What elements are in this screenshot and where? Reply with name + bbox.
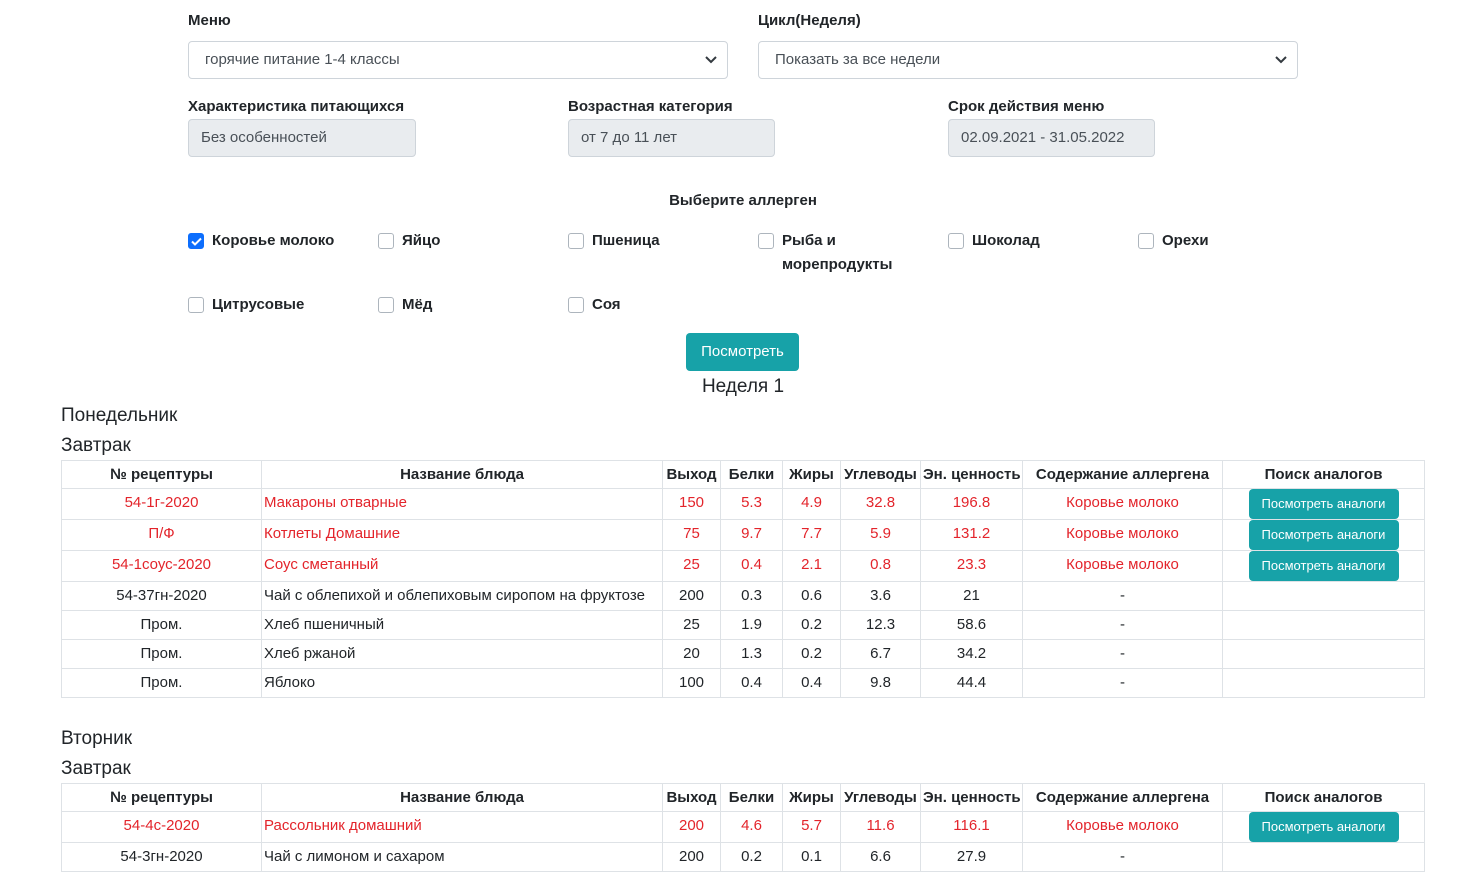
cell-code: 54-37гн-2020 bbox=[62, 582, 262, 611]
cell-c: 6.6 bbox=[841, 843, 921, 872]
cell-f: 0.2 bbox=[783, 640, 841, 669]
allergen-checkbox-egg[interactable] bbox=[378, 229, 440, 253]
cell-allergen: - bbox=[1023, 640, 1223, 669]
checkbox[interactable] bbox=[1138, 233, 1154, 249]
cell-out: 25 bbox=[663, 611, 721, 640]
allergen-label: Яйцо bbox=[402, 232, 441, 249]
table-row bbox=[62, 812, 1425, 843]
table-row bbox=[62, 489, 1425, 520]
cell-p: 0.4 bbox=[721, 551, 783, 582]
column-header: Углеводы bbox=[841, 461, 921, 489]
cell-e: 131.2 bbox=[921, 520, 1023, 551]
view-analogs-button[interactable]: Посмотреть аналоги bbox=[1249, 520, 1399, 550]
allergen-checkbox-wheat[interactable] bbox=[568, 229, 660, 253]
cell-code: 54-1соус-2020 bbox=[62, 551, 262, 582]
allergen-label: Соя bbox=[592, 296, 621, 313]
meal-title: Завтрак bbox=[61, 758, 131, 779]
chevron-down-icon bbox=[705, 55, 717, 65]
cell-e: 44.4 bbox=[921, 669, 1023, 698]
cycle-label: Цикл(Неделя) bbox=[758, 12, 861, 29]
checkbox[interactable] bbox=[188, 297, 204, 313]
cell-name: Макароны отварные bbox=[262, 489, 663, 520]
cell-c: 0.8 bbox=[841, 551, 921, 582]
allergen-label: Орехи bbox=[1162, 232, 1209, 249]
cell-actions bbox=[1223, 669, 1425, 698]
column-header: Белки bbox=[721, 784, 783, 812]
menu-label: Меню bbox=[188, 12, 231, 29]
cell-code: Пром. bbox=[62, 611, 262, 640]
cell-c: 5.9 bbox=[841, 520, 921, 551]
column-header: Эн. ценность bbox=[921, 461, 1023, 489]
cell-code: Пром. bbox=[62, 669, 262, 698]
cell-f: 2.1 bbox=[783, 551, 841, 582]
cell-c: 6.7 bbox=[841, 640, 921, 669]
allergen-label: Рыба и морепродукты bbox=[782, 232, 893, 273]
cell-allergen: Коровье молоко bbox=[1023, 489, 1223, 520]
cell-name: Чай с облепихой и облепиховым сиропом на фруктозе bbox=[262, 582, 663, 611]
cell-allergen: Коровье молоко bbox=[1023, 520, 1223, 551]
cell-f: 0.2 bbox=[783, 611, 841, 640]
cell-name: Соус сметанный bbox=[262, 551, 663, 582]
cell-out: 200 bbox=[663, 582, 721, 611]
cell-e: 34.2 bbox=[921, 640, 1023, 669]
column-header: Поиск аналогов bbox=[1223, 784, 1425, 812]
menu-select-value: горячие питание 1-4 классы bbox=[205, 51, 400, 68]
cell-out: 25 bbox=[663, 551, 721, 582]
cell-f: 0.6 bbox=[783, 582, 841, 611]
menu-table-monday bbox=[61, 460, 1425, 698]
cycle-select-value: Показать за все недели bbox=[775, 51, 941, 68]
cell-e: 23.3 bbox=[921, 551, 1023, 582]
view-analogs-button[interactable]: Посмотреть аналоги bbox=[1249, 489, 1399, 519]
table-body bbox=[62, 489, 1425, 698]
cell-code: 54-1г-2020 bbox=[62, 489, 262, 520]
column-header: Жиры bbox=[783, 461, 841, 489]
cell-actions bbox=[1223, 843, 1425, 872]
validity-label: Срок действия меню bbox=[948, 98, 1105, 115]
column-header: № рецептуры bbox=[62, 784, 262, 812]
cell-e: 116.1 bbox=[921, 812, 1023, 843]
cell-name: Чай с лимоном и сахаром bbox=[262, 843, 663, 872]
column-header: Жиры bbox=[783, 784, 841, 812]
chevron-down-icon bbox=[1275, 55, 1287, 65]
cell-p: 0.3 bbox=[721, 582, 783, 611]
column-header: Название блюда bbox=[262, 784, 663, 812]
table-row bbox=[62, 669, 1425, 698]
column-header: Выход bbox=[663, 461, 721, 489]
cell-c: 11.6 bbox=[841, 812, 921, 843]
cell-actions bbox=[1223, 812, 1425, 843]
cell-e: 58.6 bbox=[921, 611, 1023, 640]
allergen-title: Выберите аллерген bbox=[669, 192, 817, 209]
week-title: Неделя 1 bbox=[701, 376, 785, 397]
cell-allergen: - bbox=[1023, 611, 1223, 640]
allergen-checkbox-soy[interactable] bbox=[568, 293, 621, 317]
characteristic-label: Характеристика питающихся bbox=[188, 98, 405, 115]
allergen-label: Мёд bbox=[402, 296, 433, 313]
table-row bbox=[62, 582, 1425, 611]
cell-actions bbox=[1223, 640, 1425, 669]
validity-field: 02.09.2021 - 31.05.2022 bbox=[948, 119, 1155, 157]
allergen-checkbox-honey[interactable] bbox=[378, 293, 432, 317]
cell-f: 5.7 bbox=[783, 812, 841, 843]
allergen-checkbox-fish[interactable] bbox=[758, 229, 918, 277]
view-analogs-button[interactable]: Посмотреть аналоги bbox=[1249, 812, 1399, 842]
cell-allergen: - bbox=[1023, 582, 1223, 611]
cell-e: 21 bbox=[921, 582, 1023, 611]
cell-code: 54-3гн-2020 bbox=[62, 843, 262, 872]
cell-name: Котлеты Домашние bbox=[262, 520, 663, 551]
cell-allergen: Коровье молоко bbox=[1023, 812, 1223, 843]
table-header bbox=[62, 784, 1425, 812]
cell-p: 0.2 bbox=[721, 843, 783, 872]
cell-out: 200 bbox=[663, 843, 721, 872]
cell-name: Яблоко bbox=[262, 669, 663, 698]
cell-f: 4.9 bbox=[783, 489, 841, 520]
cell-out: 75 bbox=[663, 520, 721, 551]
cell-code: П/Ф bbox=[62, 520, 262, 551]
allergen-checkbox-chocolate[interactable] bbox=[948, 229, 1040, 253]
column-header: № рецептуры bbox=[62, 461, 262, 489]
column-header: Поиск аналогов bbox=[1223, 461, 1425, 489]
cell-p: 1.3 bbox=[721, 640, 783, 669]
checkbox[interactable] bbox=[378, 297, 394, 313]
cell-c: 12.3 bbox=[841, 611, 921, 640]
allergen-checkbox-nuts[interactable] bbox=[1138, 229, 1209, 253]
column-header: Углеводы bbox=[841, 784, 921, 812]
cell-actions bbox=[1223, 551, 1425, 582]
cell-p: 0.4 bbox=[721, 669, 783, 698]
checkbox[interactable] bbox=[378, 233, 394, 249]
allergen-label: Цитрусовые bbox=[212, 296, 305, 313]
column-header: Эн. ценность bbox=[921, 784, 1023, 812]
checkbox[interactable] bbox=[948, 233, 964, 249]
cell-e: 27.9 bbox=[921, 843, 1023, 872]
characteristic-field: Без особенностей bbox=[188, 119, 416, 157]
cell-f: 7.7 bbox=[783, 520, 841, 551]
cell-c: 9.8 bbox=[841, 669, 921, 698]
cell-actions bbox=[1223, 582, 1425, 611]
table-row bbox=[62, 520, 1425, 551]
check-icon bbox=[191, 237, 202, 246]
cell-code: Пром. bbox=[62, 640, 262, 669]
cell-p: 1.9 bbox=[721, 611, 783, 640]
cell-out: 20 bbox=[663, 640, 721, 669]
allergen-label: Пшеница bbox=[592, 232, 660, 249]
cell-name: Хлеб ржаной bbox=[262, 640, 663, 669]
table-row bbox=[62, 611, 1425, 640]
cell-out: 150 bbox=[663, 489, 721, 520]
checkbox[interactable] bbox=[568, 233, 584, 249]
cell-name: Рассольник домашний bbox=[262, 812, 663, 843]
cell-actions bbox=[1223, 489, 1425, 520]
cycle-select[interactable] bbox=[758, 41, 1298, 79]
allergen-checkbox-citrus[interactable] bbox=[188, 293, 304, 317]
allergen-label: Шоколад bbox=[972, 232, 1040, 249]
age-label: Возрастная категория bbox=[568, 98, 733, 115]
allergen-label: Коровье молоко bbox=[212, 232, 335, 249]
cell-allergen: - bbox=[1023, 669, 1223, 698]
cell-out: 200 bbox=[663, 812, 721, 843]
cell-c: 3.6 bbox=[841, 582, 921, 611]
cell-code: 54-4с-2020 bbox=[62, 812, 262, 843]
cell-p: 4.6 bbox=[721, 812, 783, 843]
allergen-checkbox-milk[interactable] bbox=[188, 229, 334, 253]
cell-f: 0.1 bbox=[783, 843, 841, 872]
cell-actions bbox=[1223, 520, 1425, 551]
cell-p: 5.3 bbox=[721, 489, 783, 520]
cell-actions bbox=[1223, 611, 1425, 640]
column-header: Выход bbox=[663, 784, 721, 812]
table-row bbox=[62, 640, 1425, 669]
day-title: Понедельник bbox=[61, 405, 178, 426]
checkbox-checked[interactable] bbox=[188, 233, 204, 249]
cell-p: 9.7 bbox=[721, 520, 783, 551]
checkbox[interactable] bbox=[758, 233, 774, 249]
column-header: Белки bbox=[721, 461, 783, 489]
cell-allergen: - bbox=[1023, 843, 1223, 872]
cell-e: 196.8 bbox=[921, 489, 1023, 520]
cell-c: 32.8 bbox=[841, 489, 921, 520]
menu-table-tuesday bbox=[61, 783, 1425, 872]
table-header bbox=[62, 461, 1425, 489]
cell-f: 0.4 bbox=[783, 669, 841, 698]
cell-allergen: Коровье молоко bbox=[1023, 551, 1223, 582]
column-header: Содержание аллергена bbox=[1023, 784, 1223, 812]
view-button[interactable]: Посмотреть bbox=[686, 333, 799, 371]
day-title: Вторник bbox=[61, 728, 133, 749]
cell-out: 100 bbox=[663, 669, 721, 698]
column-header: Содержание аллергена bbox=[1023, 461, 1223, 489]
view-analogs-button[interactable]: Посмотреть аналоги bbox=[1249, 551, 1399, 581]
table-row bbox=[62, 843, 1425, 872]
menu-select[interactable] bbox=[188, 41, 728, 79]
table-body bbox=[62, 812, 1425, 872]
column-header: Название блюда bbox=[262, 461, 663, 489]
table-row bbox=[62, 551, 1425, 582]
cell-name: Хлеб пшеничный bbox=[262, 611, 663, 640]
meal-title: Завтрак bbox=[61, 435, 131, 456]
checkbox[interactable] bbox=[568, 297, 584, 313]
age-field: от 7 до 11 лет bbox=[568, 119, 775, 157]
